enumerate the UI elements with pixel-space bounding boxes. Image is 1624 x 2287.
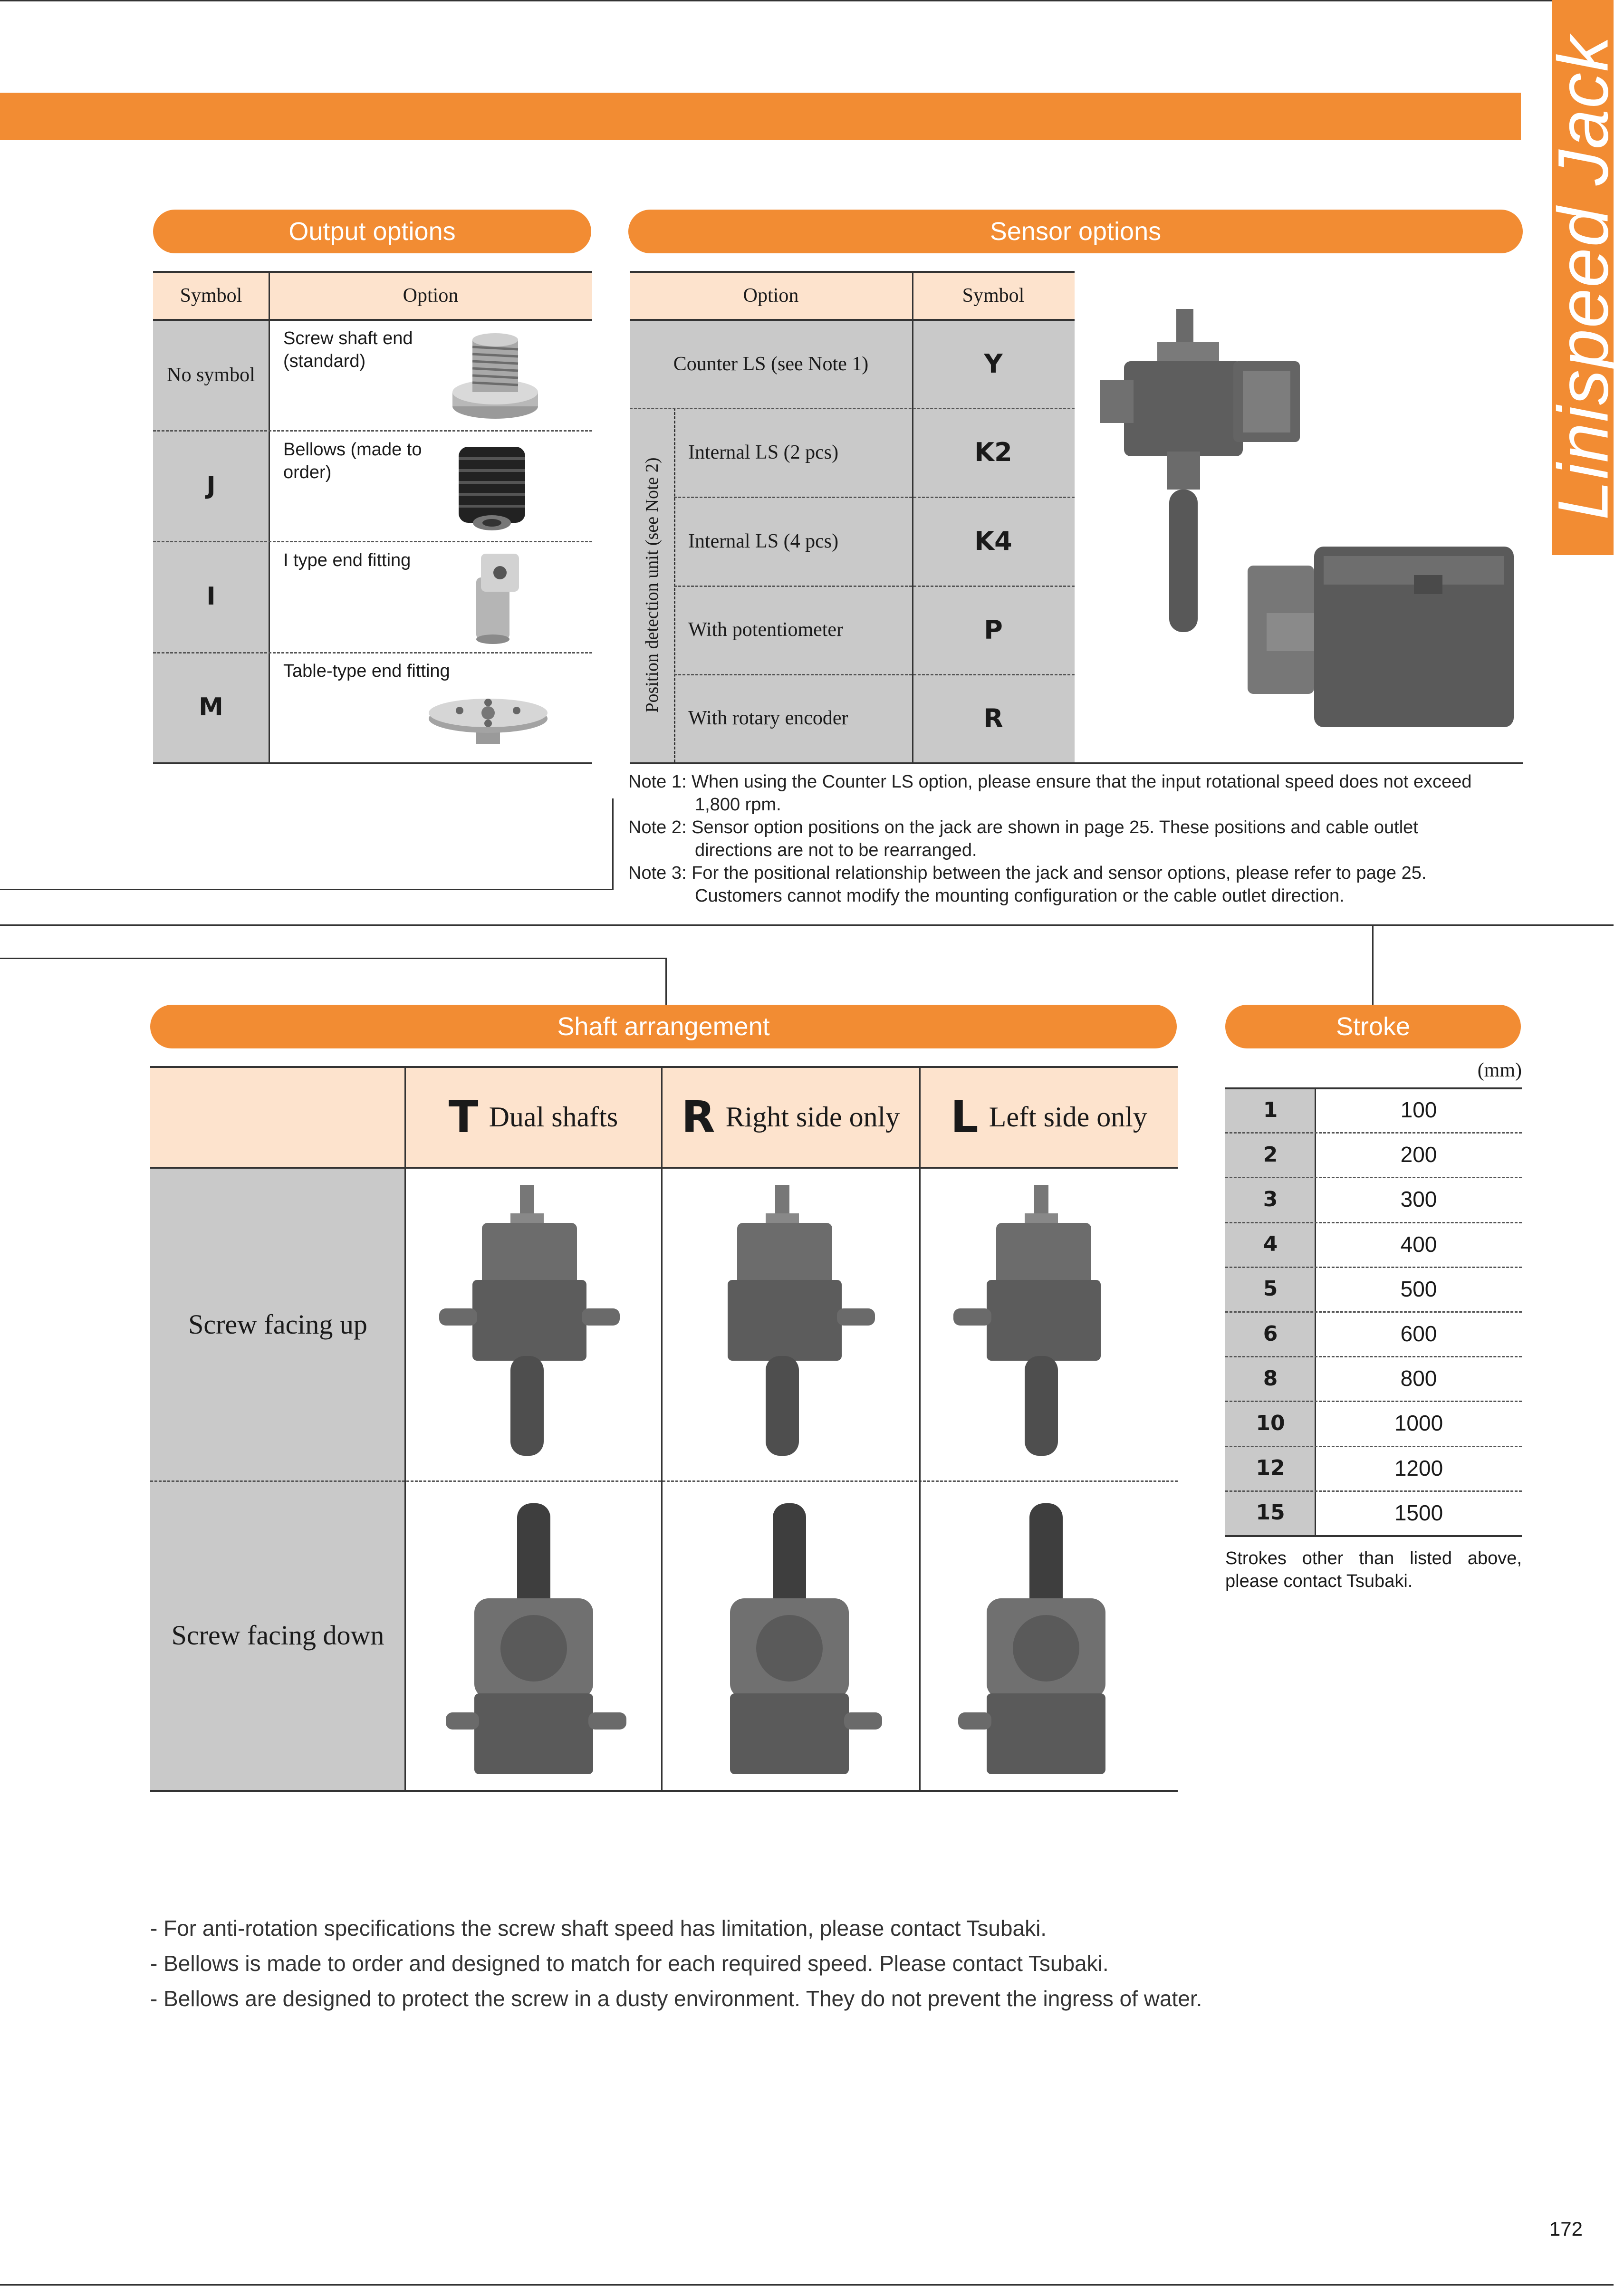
stroke-code: 6 bbox=[1263, 1321, 1278, 1346]
note-1-continued: 1,800 rpm. bbox=[695, 795, 781, 815]
page-number: 172 bbox=[1549, 2218, 1583, 2240]
output-symbol-m: M bbox=[199, 693, 223, 721]
output-col-option: Option bbox=[403, 284, 459, 307]
stroke-code: 15 bbox=[1256, 1500, 1285, 1525]
sensor-option-potentiometer: With potentiometer bbox=[688, 619, 844, 641]
header-band bbox=[0, 93, 1521, 140]
output-options-heading: Output options bbox=[153, 210, 591, 253]
stroke-heading: Stroke bbox=[1225, 1005, 1521, 1048]
sensor-option-counter-ls: Counter LS (see Note 1) bbox=[673, 353, 869, 375]
stroke-value: 1200 bbox=[1394, 1455, 1443, 1480]
jack-up-left-shaft-image bbox=[953, 1185, 1144, 1461]
stroke-value: 800 bbox=[1400, 1366, 1437, 1391]
footer-note-2: - Bellows is made to order and designed to match for each required speed. Please contact Tsubaki. bbox=[150, 1951, 1109, 1976]
note-2-continued: directions are not to be rearranged. bbox=[695, 840, 977, 860]
output-symbol-i: I bbox=[206, 582, 216, 611]
output-option-screw-shaft-end: Screw shaft end (standard) bbox=[283, 328, 413, 371]
stroke-code: 2 bbox=[1263, 1142, 1278, 1167]
connector-line bbox=[665, 958, 667, 1005]
stroke-note-line-2: please contact Tsubaki. bbox=[1225, 1571, 1413, 1591]
footer-notes bbox=[150, 1911, 1202, 2016]
sensor-options-table bbox=[630, 271, 1523, 764]
connector-line bbox=[612, 798, 614, 890]
sensor-symbol-y: Y bbox=[984, 349, 1003, 379]
stroke-value: 1000 bbox=[1394, 1411, 1443, 1436]
stroke-code: 10 bbox=[1256, 1411, 1285, 1435]
jack-down-right-shaft-image bbox=[701, 1503, 892, 1779]
i-type-end-fitting-icon bbox=[467, 549, 529, 644]
shaft-arrangement-table bbox=[150, 1066, 1178, 1792]
sensor-option-internal-ls-2: Internal LS (2 pcs) bbox=[688, 441, 839, 463]
bottom-rule bbox=[0, 2284, 1614, 2286]
stroke-table bbox=[1225, 1087, 1522, 1538]
bellows-icon bbox=[452, 437, 532, 532]
sensor-symbol-r: R bbox=[983, 703, 1003, 733]
footer-note-3: - Bellows are designed to protect the screw in a dusty environment. They do not prevent the ingress of water. bbox=[150, 1986, 1202, 2011]
stroke-note-line-1: Strokes other than listed above, bbox=[1225, 1548, 1522, 1568]
position-detection-group: Position detection unit (see Note 2) bbox=[642, 457, 662, 713]
output-col-symbol: Symbol bbox=[180, 284, 242, 307]
sensor-symbol-k4: K4 bbox=[974, 526, 1012, 556]
jack-up-dual-shaft-image bbox=[439, 1185, 629, 1461]
stroke-value: 1500 bbox=[1394, 1500, 1443, 1525]
output-option-table-type: Table-type end fitting bbox=[283, 661, 450, 681]
footer-note-1: - For anti-rotation specifications the screw shaft speed has limitation, please contact Tsubaki. bbox=[150, 1916, 1047, 1941]
stroke-value: 200 bbox=[1400, 1142, 1437, 1167]
output-option-bellows: Bellows (made to order) bbox=[283, 440, 422, 482]
output-option-i-type: I type end fitting bbox=[283, 550, 411, 570]
jack-with-encoder-image bbox=[1248, 547, 1514, 727]
sensor-options-heading: Sensor options bbox=[628, 210, 1523, 253]
section-divider bbox=[0, 924, 1614, 926]
note-3-continued: Customers cannot modify the mounting configuration or the cable outlet direction. bbox=[695, 886, 1345, 906]
note-2: Note 2: Sensor option positions on the jack are shown in page 25. These positions and cable outlet bbox=[628, 817, 1418, 837]
stroke-code: 4 bbox=[1263, 1232, 1278, 1257]
stroke-value: 300 bbox=[1400, 1187, 1437, 1212]
output-options-table bbox=[153, 271, 592, 764]
shaft-row-screw-down: Screw facing down bbox=[171, 1620, 384, 1651]
output-symbol-none: No symbol bbox=[167, 364, 255, 386]
jack-down-dual-shaft-image bbox=[446, 1503, 636, 1779]
connector-line bbox=[0, 889, 613, 890]
stroke-value: 400 bbox=[1400, 1231, 1437, 1257]
stroke-code: 3 bbox=[1263, 1187, 1278, 1211]
stroke-value: 600 bbox=[1400, 1321, 1437, 1346]
stroke-code: 1 bbox=[1263, 1097, 1278, 1122]
stroke-code: 5 bbox=[1263, 1277, 1278, 1301]
screw-shaft-end-icon bbox=[448, 326, 543, 425]
sensor-symbol-k2: K2 bbox=[974, 437, 1012, 467]
shaft-col-left: L Left side only bbox=[951, 1091, 1147, 1143]
jack-up-right-shaft-image bbox=[694, 1185, 884, 1461]
note-3: Note 3: For the positional relationship between the jack and sensor options, please refer to page 25. bbox=[628, 863, 1427, 883]
shaft-row-screw-up: Screw facing up bbox=[188, 1308, 367, 1340]
sensor-option-internal-ls-4: Internal LS (4 pcs) bbox=[688, 530, 839, 552]
shaft-col-right: R Right side only bbox=[681, 1091, 900, 1143]
shaft-col-dual: T Dual shafts bbox=[448, 1091, 618, 1143]
side-tab-title: Linispeed Jack bbox=[1543, 35, 1623, 520]
top-rule bbox=[0, 0, 1614, 1]
sensor-option-rotary-encoder: With rotary encoder bbox=[688, 707, 848, 729]
stroke-code: 8 bbox=[1263, 1366, 1278, 1391]
stroke-value: 100 bbox=[1400, 1097, 1437, 1123]
side-tab bbox=[1543, 0, 1623, 555]
stroke-code: 12 bbox=[1256, 1456, 1285, 1480]
shaft-arrangement-heading: Shaft arrangement bbox=[150, 1005, 1177, 1048]
sensor-col-symbol: Symbol bbox=[962, 284, 1025, 307]
stroke-unit: (mm) bbox=[1477, 1059, 1522, 1081]
sensor-symbol-p: P bbox=[984, 615, 1003, 645]
stroke-value: 500 bbox=[1400, 1276, 1437, 1301]
table-type-end-fitting-icon bbox=[426, 689, 550, 746]
sensor-col-option: Option bbox=[743, 284, 799, 307]
connector-line bbox=[1372, 924, 1374, 1005]
output-symbol-j: J bbox=[206, 471, 216, 500]
connector-line bbox=[0, 958, 667, 959]
note-1: Note 1: When using the Counter LS option, please ensure that the input rotational speed does not exceed bbox=[628, 772, 1472, 792]
jack-down-left-shaft-image bbox=[958, 1503, 1148, 1779]
